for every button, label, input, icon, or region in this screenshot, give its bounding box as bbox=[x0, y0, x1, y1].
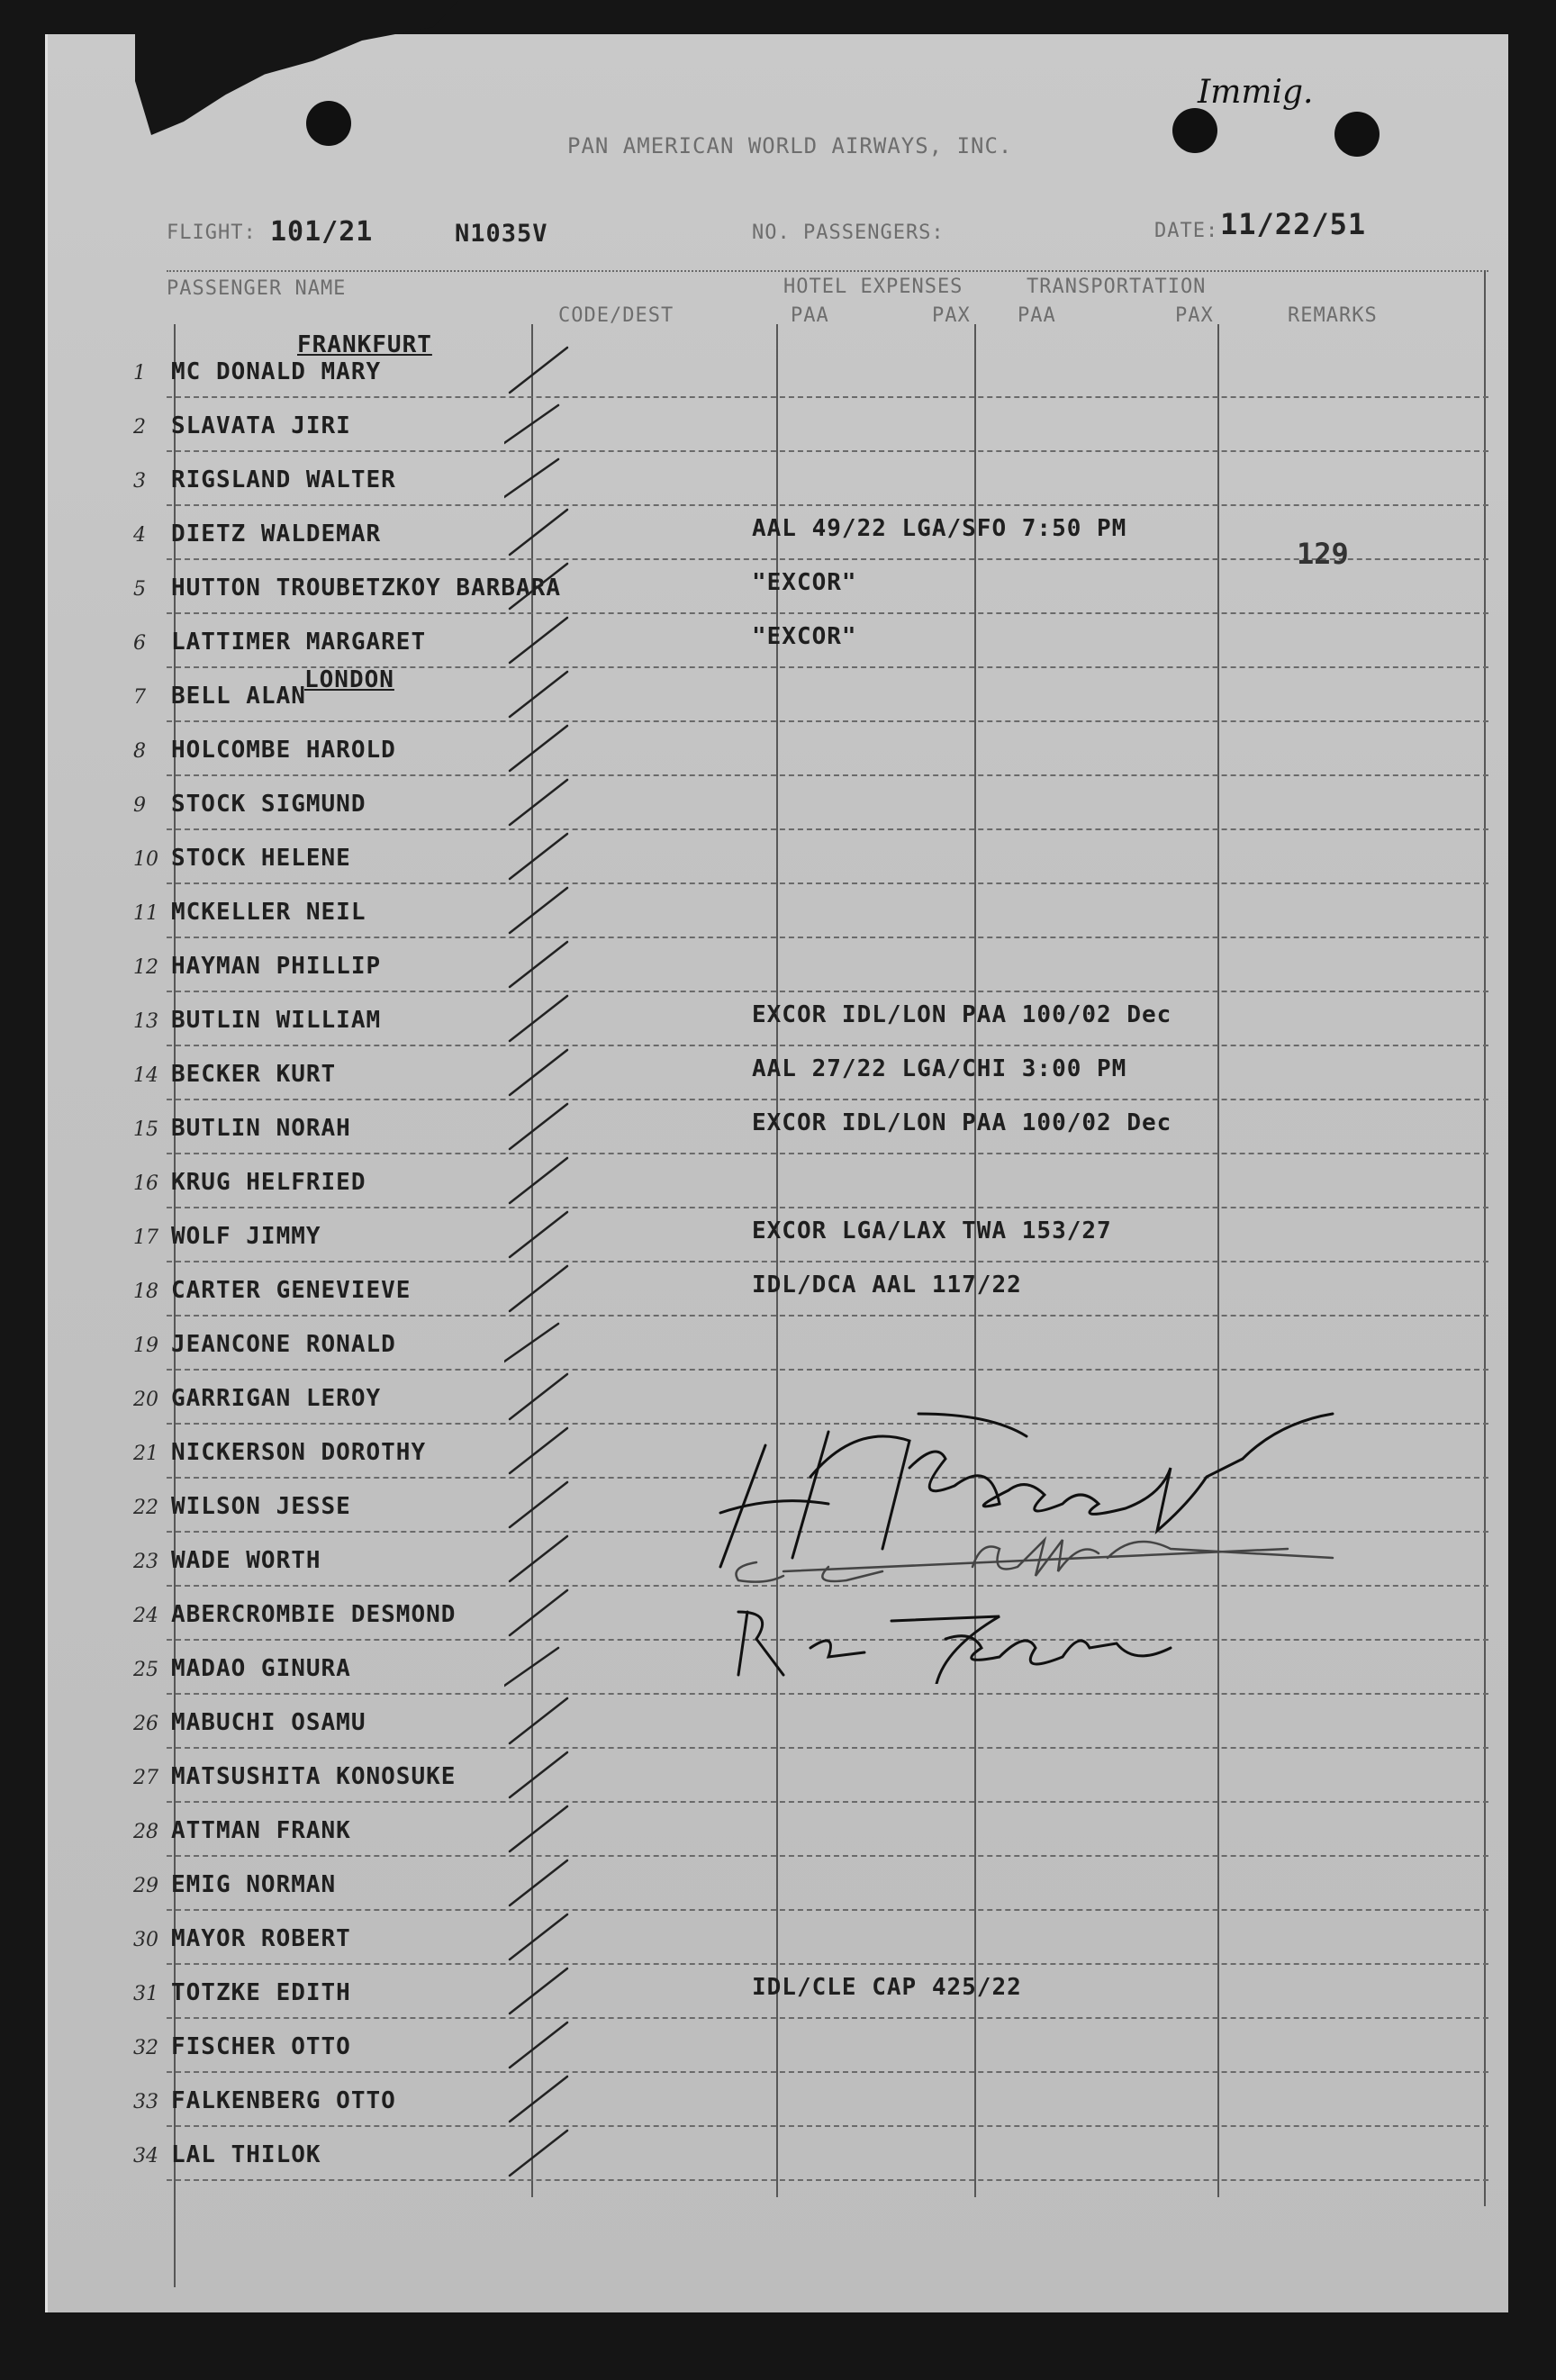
check-mark bbox=[504, 882, 576, 937]
passenger-name: NICKERSON DOROTHY bbox=[171, 1439, 427, 1466]
row-rule bbox=[167, 1369, 1488, 1371]
row-number: 30 bbox=[133, 1929, 158, 1951]
check-mark bbox=[504, 666, 576, 720]
passenger-name: FISCHER OTTO bbox=[171, 2033, 351, 2060]
flight-value: 101/21 bbox=[270, 216, 374, 248]
transport-note: "EXCOR" bbox=[752, 569, 857, 596]
row-number: 20 bbox=[133, 1389, 158, 1411]
transport-note: EXCOR LGA/LAX TWA 153/27 bbox=[752, 1217, 1112, 1244]
row-number: 31 bbox=[133, 1983, 158, 2005]
check-mark bbox=[504, 1909, 576, 1963]
check-mark bbox=[504, 1423, 576, 1477]
date-label: DATE: bbox=[1154, 220, 1219, 242]
row-number: 6 bbox=[133, 632, 146, 655]
passenger-name: DIETZ WALDEMAR bbox=[171, 520, 382, 547]
passenger-name: WOLF JIMMY bbox=[171, 1223, 321, 1250]
row-number: 32 bbox=[133, 2037, 158, 2059]
check-mark bbox=[504, 828, 576, 882]
passenger-name: LAL THILOK bbox=[171, 2141, 321, 2168]
check-mark bbox=[504, 1153, 576, 1207]
passenger-name: CARTER GENEVIEVE bbox=[171, 1277, 412, 1304]
check-mark bbox=[504, 1963, 576, 2017]
col-remarks: REMARKS bbox=[1288, 304, 1378, 327]
passenger-name: TOTZKE EDITH bbox=[171, 1979, 351, 2006]
check-mark bbox=[504, 612, 576, 666]
flight-label: FLIGHT: bbox=[167, 222, 257, 244]
transport-note: EXCOR IDL/LON PAA 100/02 Dec bbox=[752, 1109, 1172, 1136]
row-rule bbox=[167, 937, 1488, 938]
row-number: 25 bbox=[133, 1659, 158, 1681]
row-rule bbox=[167, 504, 1488, 506]
row-number: 11 bbox=[133, 902, 158, 925]
row-number: 13 bbox=[133, 1010, 158, 1033]
row-number: 15 bbox=[133, 1118, 158, 1141]
check-mark bbox=[504, 1531, 576, 1585]
check-mark bbox=[504, 1855, 576, 1909]
passenger-name: MABUCHI OSAMU bbox=[171, 1709, 366, 1736]
row-rule bbox=[167, 2017, 1488, 2019]
passenger-name: GARRIGAN LEROY bbox=[171, 1385, 382, 1412]
check-mark bbox=[504, 342, 576, 396]
row-rule bbox=[167, 991, 1488, 992]
passenger-name: BELL ALAN bbox=[171, 683, 306, 710]
check-mark bbox=[504, 720, 576, 774]
col-hotel-expenses: HOTEL EXPENSES bbox=[783, 276, 963, 298]
punch-hole-left bbox=[306, 101, 351, 146]
check-mark bbox=[504, 558, 576, 612]
row-rule bbox=[167, 1747, 1488, 1749]
punch-hole-right bbox=[1334, 112, 1380, 157]
row-rule bbox=[167, 1261, 1488, 1262]
passenger-name: MATSUSHITA KONOSUKE bbox=[171, 1763, 457, 1790]
check-mark bbox=[504, 2017, 576, 2071]
row-number: 5 bbox=[133, 578, 146, 601]
col-pax-1: PAX bbox=[932, 304, 971, 327]
check-mark bbox=[504, 1585, 576, 1639]
passenger-name: FALKENBERG OTTO bbox=[171, 2087, 396, 2114]
row-number: 14 bbox=[133, 1064, 158, 1087]
row-rule bbox=[167, 1315, 1488, 1317]
check-mark bbox=[504, 1369, 576, 1423]
passenger-name: BUTLIN NORAH bbox=[171, 1115, 351, 1142]
company-title: PAN AMERICAN WORLD AIRWAYS, INC. bbox=[567, 133, 1013, 158]
transport-note: "EXCOR" bbox=[752, 623, 857, 650]
transport-note: IDL/DCA AAL 117/22 bbox=[752, 1271, 1022, 1299]
row-rule bbox=[167, 1207, 1488, 1208]
row-rule bbox=[167, 2125, 1488, 2127]
row-rule bbox=[167, 1963, 1488, 1965]
rule-right bbox=[1484, 270, 1486, 2206]
check-mark bbox=[504, 991, 576, 1045]
check-mark bbox=[504, 774, 576, 828]
passenger-name: KRUG HELFRIED bbox=[171, 1169, 366, 1196]
row-number: 3 bbox=[133, 470, 146, 493]
header-rule bbox=[167, 270, 1488, 272]
check-mark bbox=[504, 1693, 576, 1747]
row-number: 16 bbox=[133, 1172, 158, 1195]
col-passenger-name: PASSENGER NAME bbox=[167, 277, 347, 300]
section-frankfurt: FRANKFURT bbox=[297, 331, 432, 358]
row-rule bbox=[167, 1099, 1488, 1100]
passenger-name: ABERCROMBIE DESMOND bbox=[171, 1601, 457, 1628]
check-mark bbox=[504, 1801, 576, 1855]
check-mark bbox=[504, 2071, 576, 2125]
check-mark bbox=[504, 937, 576, 991]
passenger-name: JEANCONE RONALD bbox=[171, 1331, 396, 1358]
row-number: 22 bbox=[133, 1497, 158, 1519]
passenger-name: WADE WORTH bbox=[171, 1547, 321, 1574]
check-mark bbox=[504, 1261, 576, 1315]
passenger-name: BUTLIN WILLIAM bbox=[171, 1007, 382, 1034]
row-number: 34 bbox=[133, 2145, 158, 2167]
corner-note: Immig. bbox=[1198, 74, 1314, 111]
col-code: CODE/DEST bbox=[558, 304, 674, 327]
row-number: 33 bbox=[133, 2091, 158, 2113]
passenger-name: HAYMAN PHILLIP bbox=[171, 953, 382, 980]
passenger-name: MC DONALD MARY bbox=[171, 358, 382, 385]
check-mark bbox=[504, 1207, 576, 1261]
row-number: 21 bbox=[133, 1443, 158, 1465]
col-transportation: TRANSPORTATION bbox=[1027, 276, 1207, 298]
row-rule bbox=[167, 1855, 1488, 1857]
x-mark bbox=[504, 450, 576, 504]
row-number: 7 bbox=[133, 686, 146, 709]
row-number: 10 bbox=[133, 848, 158, 871]
transport-note: AAL 49/22 LGA/SFO 7:50 PM bbox=[752, 515, 1127, 542]
passenger-name: EMIG NORMAN bbox=[171, 1871, 337, 1898]
passenger-name: WILSON JESSE bbox=[171, 1493, 351, 1520]
passenger-name: RIGSLAND WALTER bbox=[171, 466, 396, 493]
remark-value: 129 bbox=[1297, 537, 1349, 571]
row-rule bbox=[167, 612, 1488, 614]
row-number: 17 bbox=[133, 1226, 158, 1249]
row-number: 12 bbox=[133, 956, 158, 979]
check-mark bbox=[504, 2125, 576, 2179]
passengers-label: NO. PASSENGERS: bbox=[752, 222, 945, 244]
passenger-name: ATTMAN FRANK bbox=[171, 1817, 351, 1844]
row-rule bbox=[167, 450, 1488, 452]
row-rule bbox=[167, 1693, 1488, 1695]
section-london: LONDON bbox=[304, 666, 394, 693]
row-rule bbox=[167, 882, 1488, 884]
row-number: 28 bbox=[133, 1821, 158, 1843]
date-value: 11/22/51 bbox=[1220, 207, 1367, 241]
check-mark bbox=[504, 1045, 576, 1099]
row-rule bbox=[167, 1045, 1488, 1046]
signatures bbox=[702, 1405, 1441, 1684]
passenger-name: MCKELLER NEIL bbox=[171, 899, 366, 926]
row-number: 29 bbox=[133, 1875, 158, 1897]
x-mark bbox=[504, 1315, 576, 1369]
row-number: 1 bbox=[133, 362, 146, 385]
row-number: 26 bbox=[133, 1713, 158, 1735]
row-number: 19 bbox=[133, 1335, 158, 1357]
row-rule bbox=[167, 396, 1488, 398]
col-pax-2: PAX bbox=[1175, 304, 1214, 327]
row-rule bbox=[167, 2071, 1488, 2073]
row-rule bbox=[167, 774, 1488, 776]
row-rule bbox=[167, 828, 1488, 830]
x-mark bbox=[504, 1639, 576, 1693]
row-rule bbox=[167, 666, 1488, 668]
row-number: 2 bbox=[133, 416, 146, 439]
row-rule bbox=[167, 558, 1488, 560]
check-mark bbox=[504, 1747, 576, 1801]
row-number: 27 bbox=[133, 1767, 158, 1789]
row-rule bbox=[167, 2179, 1488, 2181]
col-paa-1: PAA bbox=[791, 304, 829, 327]
passenger-name: BECKER KURT bbox=[171, 1061, 337, 1088]
row-rule bbox=[167, 1153, 1488, 1154]
passenger-name: STOCK HELENE bbox=[171, 845, 351, 872]
row-rule bbox=[167, 1909, 1488, 1911]
check-mark bbox=[504, 504, 576, 558]
row-rule bbox=[167, 1801, 1488, 1803]
col-paa-2: PAA bbox=[1018, 304, 1056, 327]
row-number: 8 bbox=[133, 740, 146, 763]
row-number: 23 bbox=[133, 1551, 158, 1573]
row-number: 4 bbox=[133, 524, 146, 547]
row-rule bbox=[167, 720, 1488, 722]
passenger-name: SLAVATA JIRI bbox=[171, 412, 351, 439]
transport-note: IDL/CLE CAP 425/22 bbox=[752, 1974, 1022, 2001]
row-number: 24 bbox=[133, 1605, 158, 1627]
transport-note: AAL 27/22 LGA/CHI 3:00 PM bbox=[752, 1055, 1127, 1082]
passenger-name: MADAO GINURA bbox=[171, 1655, 351, 1682]
check-mark bbox=[504, 1477, 576, 1531]
passenger-name: HOLCOMBE HAROLD bbox=[171, 737, 396, 764]
passenger-name: MAYOR ROBERT bbox=[171, 1925, 351, 1952]
x-mark bbox=[504, 396, 576, 450]
check-mark bbox=[504, 1099, 576, 1153]
punch-hole-middle bbox=[1172, 108, 1217, 153]
row-number: 9 bbox=[133, 794, 146, 817]
passenger-name: HUTTON TROUBETZKOY BARBARA bbox=[171, 575, 561, 602]
passenger-name: STOCK SIGMUND bbox=[171, 791, 366, 818]
passenger-name: LATTIMER MARGARET bbox=[171, 629, 427, 656]
transport-note: EXCOR IDL/LON PAA 100/02 Dec bbox=[752, 1001, 1172, 1028]
row-number: 18 bbox=[133, 1280, 158, 1303]
aircraft-value: N1035V bbox=[455, 220, 548, 248]
